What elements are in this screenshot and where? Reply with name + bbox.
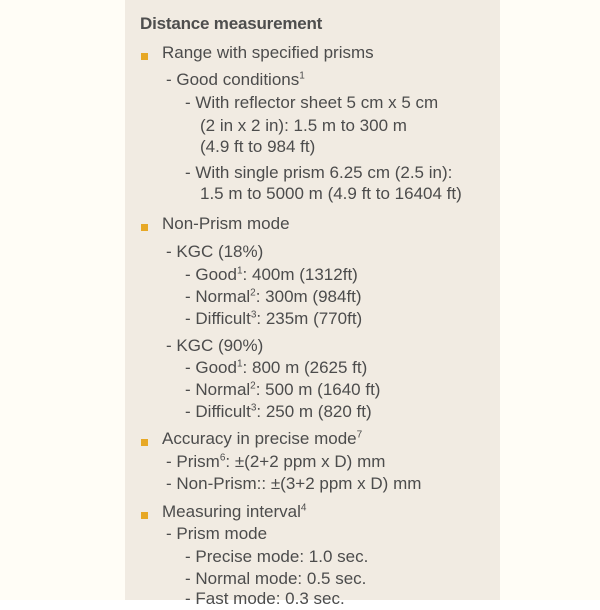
kgc90-normal-line — [185, 379, 380, 401]
footnote-marker: 6 — [219, 452, 226, 464]
interval-precise-line: - Precise mode: 1.0 sec. — [185, 547, 369, 566]
kgc90-normal-value: : 500 m (1640 ft) — [255, 380, 381, 399]
kgc18-heading: - KGC (18%) — [166, 242, 264, 261]
range-heading: Range with specified prisms — [162, 43, 374, 62]
kgc90-heading: - KGC (90%) — [166, 336, 264, 355]
kgc90-good-value: : 800 m (2625 ft) — [242, 358, 368, 377]
section-title: Distance measurement — [140, 14, 323, 33]
footnote-marker: 1 — [299, 70, 305, 82]
footnote-marker: 7 — [356, 429, 363, 441]
kgc18-good-label: - Good — [185, 265, 237, 284]
accuracy-prism-label: - Prism — [166, 452, 220, 471]
reflector-sheet-line-3: (4.9 ft to 984 ft) — [200, 137, 316, 156]
single-prism-line-1: - With single prism 6.25 cm (2.5 in): — [185, 163, 453, 182]
reflector-sheet-line-1: - With reflector sheet 5 cm x 5 cm — [185, 93, 439, 112]
interval-normal-line: - Normal mode: 0.5 sec. — [185, 569, 367, 588]
kgc18-normal-value: : 300m (984ft) — [255, 287, 362, 306]
footnote-marker: 1 — [236, 265, 243, 277]
bullet-square-icon — [141, 224, 148, 231]
reflector-sheet-line-2: (2 in x 2 in): 1.5 m to 300 m — [200, 116, 407, 135]
accuracy-nonprism-line: - Non-Prism:: ±(3+2 ppm x D) mm — [166, 474, 422, 493]
kgc90-difficult-value: : 250 m (820 ft) — [256, 402, 372, 421]
bullet-square-icon — [141, 512, 148, 519]
kgc18-good-line — [185, 264, 358, 286]
accuracy-label: Accuracy in precise mode — [162, 429, 357, 448]
bullet-square-icon — [141, 53, 148, 60]
interval-heading — [162, 501, 306, 523]
footnote-marker: 3 — [250, 309, 257, 321]
interval-label: Measuring interval — [162, 502, 301, 521]
kgc18-good-value: : 400m (1312ft) — [242, 265, 358, 284]
footnote-marker: 2 — [250, 380, 256, 392]
kgc90-normal-label: - Normal — [185, 380, 251, 399]
kgc18-difficult-label: - Difficult — [185, 309, 251, 328]
kgc90-good-label: - Good — [185, 358, 237, 377]
footnote-marker: 2 — [250, 287, 256, 299]
kgc18-difficult-line — [185, 308, 362, 330]
accuracy-prism-value: : ±(2+2 ppm x D) mm — [225, 452, 386, 471]
accuracy-prism-line — [166, 451, 385, 473]
kgc90-difficult-line — [185, 401, 372, 423]
footnote-marker: 3 — [250, 402, 257, 414]
kgc90-good-line — [185, 357, 367, 379]
kgc90-difficult-label: - Difficult — [185, 402, 251, 421]
kgc18-difficult-value: : 235m (770ft) — [256, 309, 363, 328]
footnote-marker: 4 — [300, 502, 307, 514]
kgc18-normal-line — [185, 286, 362, 308]
bullet-square-icon — [141, 439, 148, 446]
good-conditions-text: - Good conditions — [166, 70, 300, 89]
single-prism-line-2: 1.5 m to 5000 m (4.9 ft to 16404 ft) — [200, 184, 462, 203]
footnote-marker: 1 — [236, 358, 243, 370]
interval-prism-mode: - Prism mode — [166, 524, 268, 543]
interval-fast-line: - Fast mode: 0.3 sec. — [185, 589, 345, 608]
kgc18-normal-label: - Normal — [185, 287, 251, 306]
nonprism-heading: Non-Prism mode — [162, 214, 290, 233]
accuracy-heading — [162, 428, 362, 450]
good-conditions-line — [166, 69, 305, 91]
